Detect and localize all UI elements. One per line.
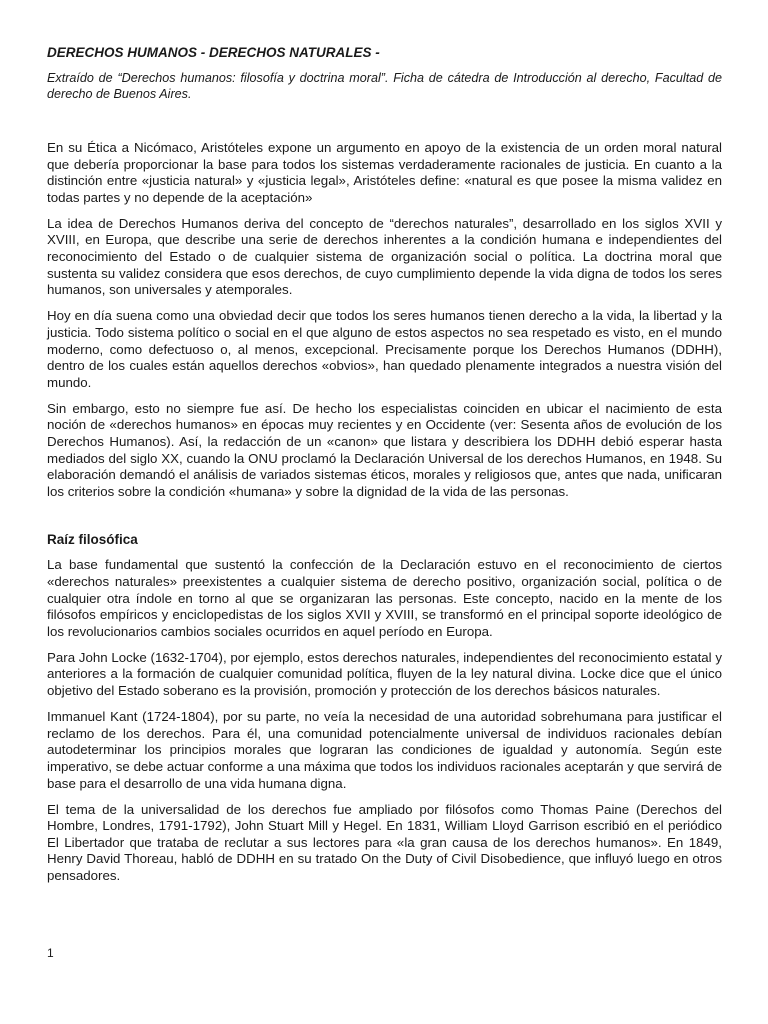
section-heading: Raíz filosófica (47, 532, 138, 548)
intro-paragraph-1: En su Ética a Nicómaco, Aristóteles expone un argumento en apoyo de la existencia de un orden moral natural que debería proporcionar la base para todos los sistemas verdaderamente racionales de justicia. En cuanto a la distinción entre «justicia natural» y «justicia legal», Aristóteles define: «natural es que posee la misma validez en todas partes y no depende de la aceptación» (47, 140, 722, 205)
page-number: 1 (47, 946, 54, 960)
section-paragraph-4: El tema de la universalidad de los derechos fue ampliado por filósofos como Thomas Paine (Derechos del Hombre, Londres, 1791-1792), John Stuart Mill y Hegel. En 1831, William Lloyd Garrison escribió en el periódico El Libertador que trataba de reclutar a sus lectores para «la gran causa de los derechos humanos». En 1849, Henry David Thoreau, habló de DDHH en su tratado On the Duty of Civil Disobedience, que influyó luego en otros pensadores. (47, 801, 722, 883)
document-subtitle: Extraído de “Derechos humanos: filosofía y doctrina moral”. Ficha de cátedra de Introducción al derecho, Facultad de derecho de Buenos Aires. (47, 71, 722, 101)
intro-paragraph-2: La idea de Derechos Humanos deriva del concepto de “derechos naturales”, desarrollado en los siglos XVII y XVIII, en Europa, que describe una serie de derechos inherentes a la condición humana e independientes del reconocimiento del Estado o de cualquier sistema de organización social o política. La doctrina moral que sustenta su validez considera que esos derechos, de cuyo cumplimiento depende la vida digna de todos los seres humanos, son universales y atemporales. (47, 215, 722, 298)
intro-paragraph-4: Sin embargo, esto no siempre fue así. De hecho los especialistas coinciden en ubicar el nacimiento de esta noción de «derechos humanos» en épocas muy recientes y en Occidente (ver: Sesenta años de evolución de los Derechos Humanos). Así, la redacción de un «canon» que listara y describiera los DDHH debió esperar hasta mediados del siglo XX, cuando la ONU proclamó la Declaración Universal de los derechos Humanos, en 1948. Su elaboración demandó el análisis de variados sistemas éticos, morales y religiosos que, antes que nada, unificaran los criterios sobre la condición «humana» y sobre la dignidad de la vida de las personas. (47, 400, 722, 499)
section-paragraph-1: La base fundamental que sustentó la confección de la Declaración estuvo en el reconocimiento de ciertos «derechos naturales» preexistentes a cualquier sistema de derecho positivo, organización social, política o de cualquier otra índole en torno al que se organizaran las personas. Este concepto, nacido en la mente de los filósofos empíricos y enciclopedistas de los siglos XVII y XVIII, se transformó en el principal soporte ideológico de los revolucionarios cambios sociales ocurridos en aquel período en Europa. (47, 557, 722, 639)
section-paragraph-2: Para John Locke (1632-1704), por ejemplo, estos derechos naturales, independientes del reconocimiento estatal y anteriores a la formación de cualquier comunidad política, fluyen de la ley natural divina. Locke dice que el único objetivo del Estado soberano es la provisión, promoción y protección de los derechos básicos naturales. (47, 649, 722, 699)
section-paragraph-3: Immanuel Kant (1724-1804), por su parte, no veía la necesidad de una autoridad sobrehumana para justificar el reclamo de los derechos. Para él, una comunidad potencialmente universal de individuos racionales debían autodeterminar los principios morales que lograran las condiciones de igualdad y autonomía. Según este imperativo, se debe actuar conforme a una máxima que todos los individuos racionales aceptarán y que servirá de base para el desarrollo de una vida humana digna. (47, 709, 722, 791)
document-page (47, 44, 722, 894)
document-title: DERECHOS HUMANOS - DERECHOS NATURALES - (47, 45, 380, 60)
intro-paragraph-3: Hoy en día suena como una obviedad decir que todos los seres humanos tienen derecho a la vida, la libertad y la justicia. Todo sistema político o social en el que alguno de estos aspectos no sea respetado es visto, en el mundo moderno, como defectuoso o, al menos, excepcional. Precisamente porque los Derechos Humanos (DDHH), dentro de los cuales están aquellos derechos «obvios», han quedado plenamente integrados a nuestra visión del mundo. (47, 308, 722, 390)
